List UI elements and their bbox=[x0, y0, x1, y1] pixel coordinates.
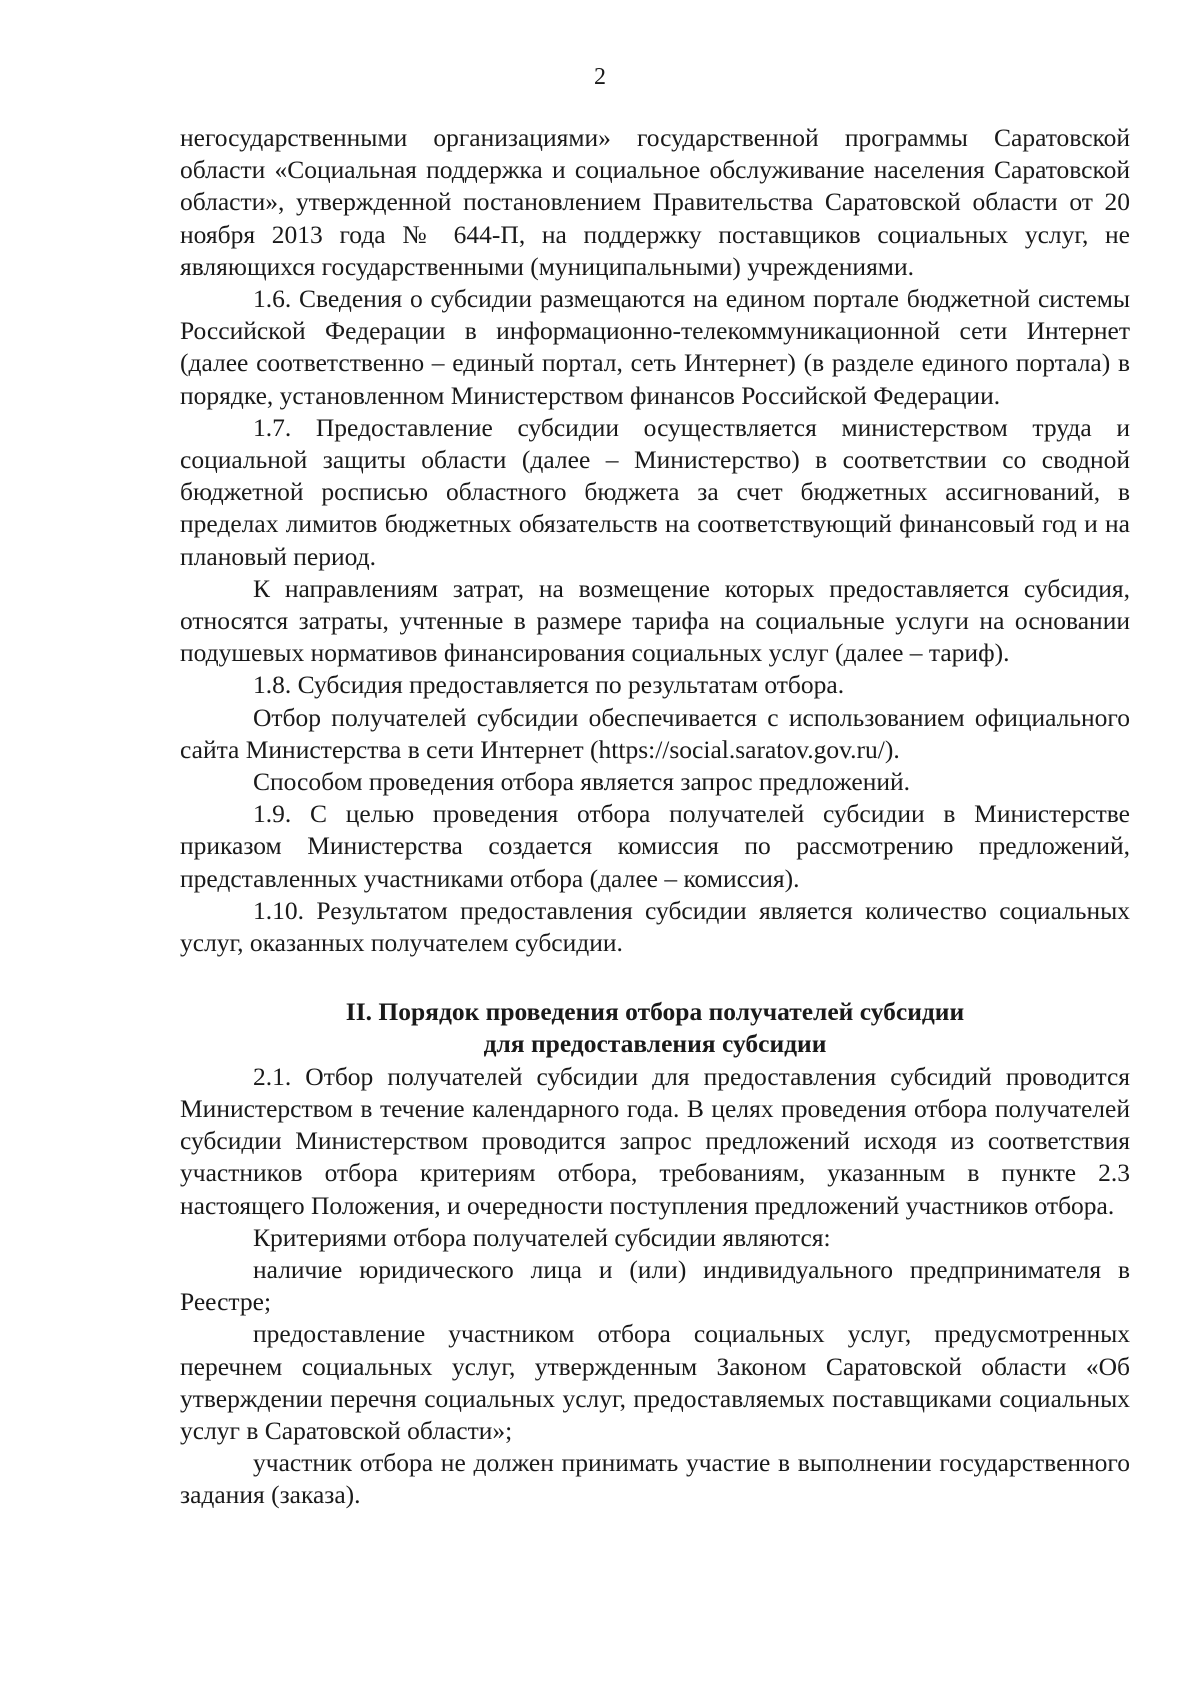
paragraph-2-1: 2.1. Отбор получателей субсидии для предоставления субсидий проводится Министерством в течение календарного года. В целях проведения отбора получателей субсидии Министерством проводится запрос предложений исходя из соответствия участников отбора критериям отбора, требованиям, указанным в пункте 2.3 настоящего Положения, и очередности поступления предложений участников отбора. bbox=[180, 1061, 1130, 1220]
section-heading-line-2: для предоставления субсидии bbox=[483, 1029, 827, 1059]
paragraph-criterion-state-task: участник отбора не должен принимать участие в выполнении государственного задания (заказа). bbox=[180, 1448, 1130, 1510]
paragraph-1-8: 1.8. Субсидия предоставляется по результатам отбора. bbox=[253, 670, 845, 700]
paragraph-selection-method: Способом проведения отбора является запрос предложений. bbox=[253, 767, 911, 797]
paragraph-criterion-registry: наличие юридического лица и (или) индивидуального предпринимателя в Реестре; bbox=[180, 1254, 1130, 1317]
paragraph-cost-directions: К направлениям затрат, на возмещение которых предоставляется субсидия, относятся затраты, учтенные в размере тарифа на социальные услуги на основании подушевых нормативов финансирования социальных услуг (далее – тариф). bbox=[180, 573, 1130, 668]
paragraph-1-9: 1.9. С целью проведения отбора получателей субсидии в Министерстве приказом Министерства создается комиссия по рассмотрению предложений, представленных участниками отбора (далее – комиссия). bbox=[180, 799, 1130, 893]
section-heading-line-1: II. Порядок проведения отбора получателей субсидии bbox=[345, 997, 965, 1027]
document-body bbox=[180, 122, 1130, 1512]
paragraph-criteria-intro: Критериями отбора получателей субсидии являются: bbox=[253, 1222, 831, 1252]
paragraph-1-10: 1.10. Результатом предоставления субсидии является количество социальных услуг, оказанных получателем субсидии. bbox=[180, 895, 1130, 958]
page-number: 2 bbox=[594, 64, 606, 90]
paragraph-1-6: 1.6. Сведения о субсидии размещаются на едином портале бюджетной системы Российской Федерации в информационно-телекоммуникационной сети Интернет (далее соответственно – единый портал, сеть Интернет) (в разделе единого портала) в порядке, установленном Министерством финансов Российской Федерации. bbox=[180, 284, 1130, 410]
paragraph-1-7: 1.7. Предоставление субсидии осуществляется министерством труда и социальной защиты области (далее – Министерство) в соответствии со сводной бюджетной росписью областного бюджета за счет бюджетных ассигнований, в пределах лимитов бюджетных обязательств на соответствующий финансовый год и на плановый период. bbox=[180, 412, 1130, 571]
paragraph-criterion-services: предоставление участником отбора социальных услуг, предусмотренных перечнем социальных услуг, утвержденным Законом Саратовской области «Об утверждении перечня социальных услуг, предоставляемых поставщиками социальных услуг в Саратовской области»; bbox=[180, 1319, 1130, 1445]
paragraph-intro-continuation: негосударственными организациями» государственной программы Саратовской области «Социальная поддержка и социальное обслуживание населения Саратовской области», утвержденной постановлением Правительства Саратовской области от 20 ноября 2013 года № 644-П, на поддержку поставщиков социальных услуг, не являющихся государственными (муниципальными) учреждениями. bbox=[180, 123, 1130, 281]
section-heading bbox=[180, 996, 1130, 1060]
paragraph-selection-website: Отбор получателей субсидии обеспечивается с использованием официального сайта Министерства в сети Интернет (https://social.saratov.gov.ru/). bbox=[180, 702, 1130, 764]
